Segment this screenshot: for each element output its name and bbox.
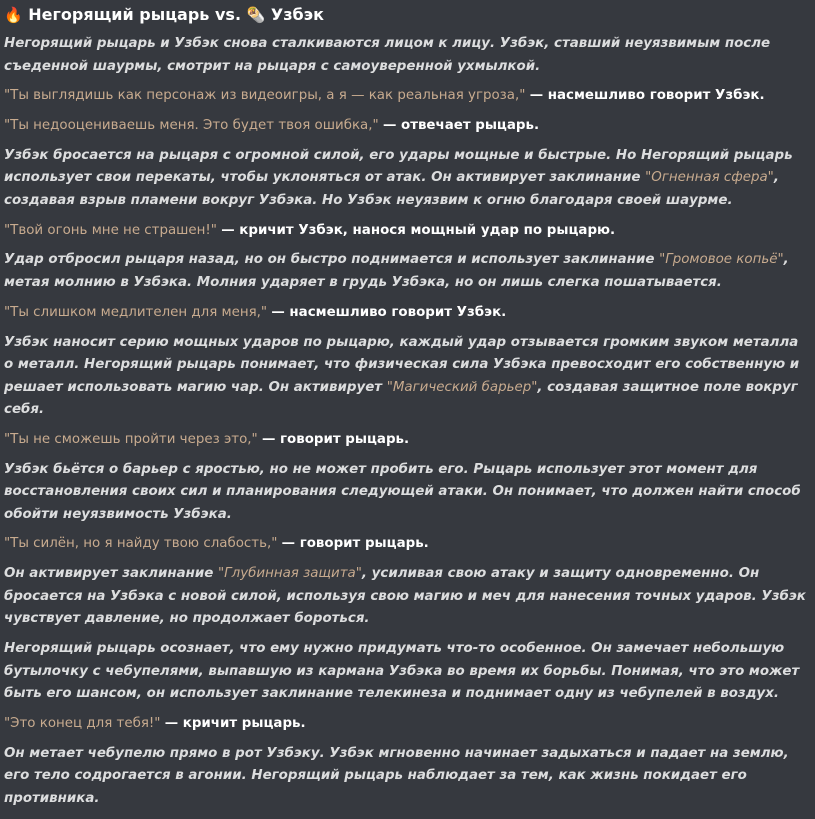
dialogue-line [4,533,809,556]
fire-icon: 🔥 [4,6,23,24]
spell-name: "Громовое копьё" [659,252,784,268]
dialogue-tag: — говорит рыцарь. [281,536,429,552]
dialogue-quote: "Ты не сможешь пройти через это," [4,431,258,447]
narration-paragraph [4,249,809,294]
dialogue-line [4,429,809,452]
narration-paragraph: Он метает чебупелю прямо в рот Узбэку. Узбэк мгновенно начинает задыхаться и падает на землю, его тело содрогается в агонии. Негорящий рыцарь наблюдает за тем, как жизнь покидает его противника. [4,745,789,806]
spell-name: "Глубинная защита" [218,566,362,582]
narration-text: Узбэк бросается на рыцаря с огромной силой, его удары мощные и быстрые. Но Негорящий рыцарь использует свои перекаты, чтобы уклоняться от атак. Он активирует заклинание [4,147,793,186]
narration-paragraph [4,563,809,631]
title-right: Узбэк [270,5,325,24]
narration-paragraph [4,332,809,422]
burrito-icon: 🌯 [246,6,266,24]
dialogue-tag: — говорит рыцарь. [261,431,410,447]
narration-text: Узбэк наносит серию мощных ударов по рыцарю, каждый удар отзывается громким звуком металла о металл. Негорящий рыцарь понимает, что физическая сила Узбэка превосходит его собственную и решает использовать магию чар. Он активирует [4,334,800,395]
narration-text: Он активирует заклинание [4,566,219,582]
dialogue-line [4,713,809,736]
narration-paragraph: Негорящий рыцарь и Узбэк снова сталкиваются лицом к лицу. Узбэк, ставший неуязвимым после съеденной шаурмы, смотрит на рыцаря с самоуверенной ухмылкой. [4,36,771,74]
narration-text: Удар отбросил рыцаря назад, но он быстро поднимается и использует заклинание [4,252,660,268]
narration-text: , усиливая свою атаку и защиту одновременно. Он бросается на Узбэка с новой силой, используя свою магию и меч для нанесения точных ударов. Узбэк чувствует давление, но продолжает бороться. [4,566,806,627]
narration-text: , создавая взрыв пламени вокруг Узбэка. Но Узбэк неуязвим к огню благодаря своей шаурме. [4,170,779,208]
dialogue-tag: — насмешливо говорит Узбэк. [529,88,765,104]
narration-text: , создавая защитное поле вокруг себя. [4,379,798,418]
dialogue-quote: "Это конец для тебя!" [4,715,161,731]
narration-paragraph: Негорящий рыцарь осознает, что ему нужно придумать что-то особенное. Он замечает небольшую бутылочку с чебупелями, выпавшую из кармана Узбэка во время их борьбы. Понимая, что это может быть его шансом, он использует заклинание телекинеза и поднимает одну из чебупелей в воздух. [4,641,800,702]
dialogue-line [4,302,809,325]
dialogue-quote: "Ты силён, но я найду твою слабость," [4,536,278,552]
narration-paragraph: Узбэк бьётся о барьер с яростью, но не может пробить его. Рыцарь использует этот момент для восстановления своих сил и планирования следующей атаки. Он понимает, что должен найти способ обойти неуязвимость Узбэка. [4,461,801,522]
dialogue-line [4,115,809,138]
dialogue-tag: — кричит Узбэк, нанося мощный удар по рыцарю. [221,222,616,238]
dialogue-quote: "Ты выглядишь как персонаж из видеоигры, а я — как реальная угроза," [4,88,526,104]
spell-name: "Огненная сфера" [645,170,774,186]
spell-name: "Магический барьер" [386,379,538,395]
dialogue-tag: — насмешливо говорит Узбэк. [271,304,507,320]
dialogue-quote: "Твой огонь мне не страшен!" [4,222,217,238]
dialogue-quote: "Ты недооцениваешь меня. Это будет твоя ошибка," [4,118,379,134]
dialogue-tag: — отвечает рыцарь. [382,118,540,134]
narration-paragraph [4,145,809,213]
message-title [4,4,809,26]
dialogue-tag: — кричит рыцарь. [164,715,306,731]
dialogue-line [4,85,809,108]
dialogue-line [4,220,809,243]
title-left: Негорящий рыцарь vs. [28,5,242,24]
dialogue-quote: "Ты слишком медлителен для меня," [4,304,268,320]
narration-text: , метая молнию в Узбэка. Молния ударяет в грудь Узбэка, но он лишь слегка пошатывается. [4,252,789,290]
